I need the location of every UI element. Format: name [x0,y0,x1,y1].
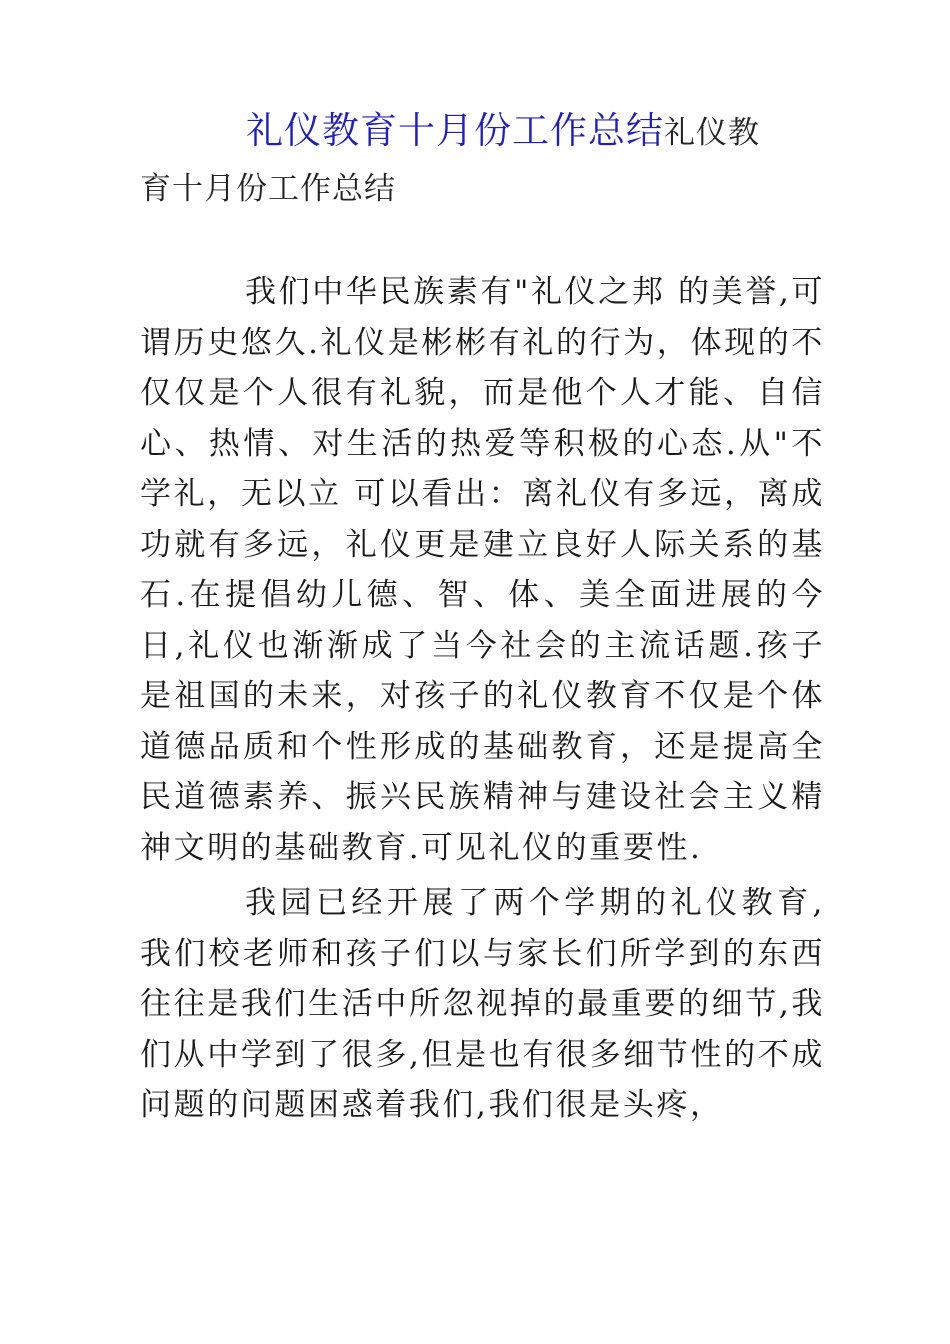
document-page [140,103,825,1131]
paragraph-2: 我园已经开展了两个学期的礼仪教育,我们校老师和孩子们以与家长们所学到的东西往往是我们生活中所忽视掉的最重要的细节,我们从中学到了很多,但是也有很多细节性的不成问题的问题困惑着我们,我们很是头疼， [140,885,825,1123]
document-body [140,267,825,1131]
document-title [140,103,825,161]
paragraph-1: 我们中华民族素有"礼仪之邦 的美誉,可谓历史悠久.礼仪是彬彬有礼的行为，体现的不仅仅是个人很有礼貌，而是他个人才能、自信心、热情、对生活的热爱等积极的心态.从"不学礼，无以立 可以看出：离礼仪有多远，离成功就有多远，礼仪更是建立良好人际关系的基石.在提倡幼儿德、智、体、美全面进展的今日,礼仪也渐渐成了当今社会的主流话题.孩子是祖国的未来，对孩子的礼仪教育不仅是个体道德品质和个性形成的基础教育，还是提高全民道德素养、振兴民族精神与建设社会主义精神文明的基础教育.可见礼仪的重要性. [140,274,825,866]
title-main: 礼仪教育十月份工作总结 [246,109,664,152]
title-tail: 礼仪教 [664,115,760,151]
title-continuation: 育十月份工作总结 [140,171,396,207]
